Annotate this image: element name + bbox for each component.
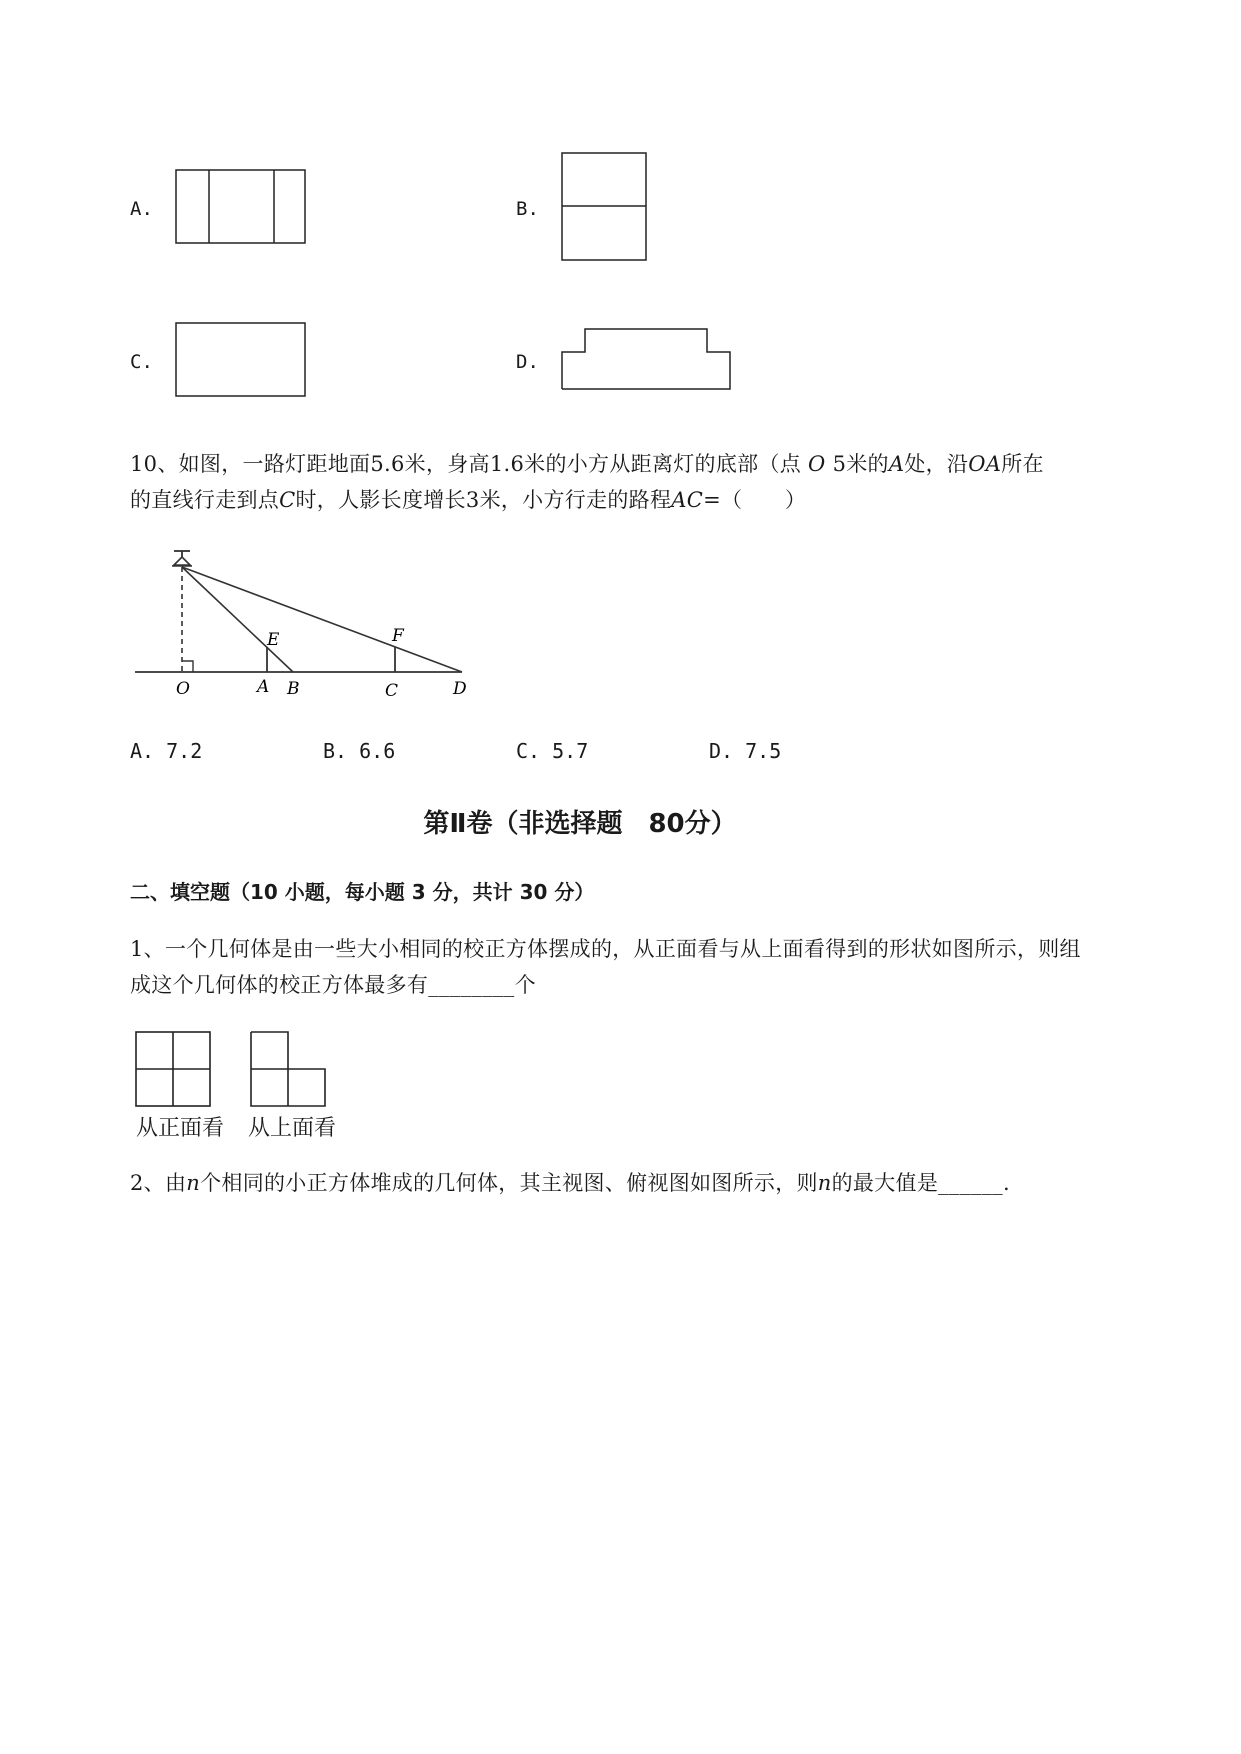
caption-top-view: 从上面看 — [248, 1116, 337, 1141]
option-c-label: C. — [130, 351, 153, 373]
section-2-title: 二、填空题（10 小题，每小题 3 分，共计 30 分） — [130, 880, 595, 904]
option-a-label: A. — [130, 198, 153, 220]
part-2-title: 第Ⅱ卷（非选择题 80分） — [423, 809, 737, 839]
label-o: O — [176, 679, 190, 699]
fill-1-line1: 1、一个几何体是由一些大小相同的校正方体摆成的，从正面看与从上面看得到的形状如图所示，则组 — [130, 937, 1081, 961]
fill-1-line2: 成这个几何体的校正方体最多有________个 — [130, 973, 536, 997]
q10-option-d: D. 7.5 — [709, 739, 782, 763]
label-d: D — [453, 679, 467, 699]
lamp-shade — [174, 557, 190, 565]
top-view-figure — [250, 1031, 328, 1109]
ray-to-b — [182, 567, 293, 672]
front-view-figure — [135, 1031, 213, 1109]
streetlight-figure — [130, 545, 480, 705]
option-b-figure — [561, 152, 647, 262]
option-d-label: D. — [516, 351, 539, 373]
q10-option-a: A. 7.2 — [130, 739, 203, 763]
fill-2-line: 2、由n个相同的小正方体堆成的几何体，其主视图、俯视图如图所示，则n的最大值是______. — [130, 1171, 1010, 1195]
label-b: B — [287, 679, 300, 699]
answer-blank[interactable]: ________ — [428, 973, 515, 997]
label-a: A — [257, 677, 270, 697]
label-f: F — [392, 626, 404, 646]
q10-option-c: C. 5.7 — [516, 739, 589, 763]
ray-to-d — [182, 567, 462, 672]
label-e: E — [267, 630, 280, 650]
option-b-label: B. — [516, 198, 539, 220]
option-c-figure — [175, 322, 306, 398]
option-d-figure — [561, 328, 732, 391]
label-c: C — [385, 681, 399, 701]
answer-blank-2[interactable]: ______ — [938, 1171, 1003, 1195]
question-10-line2: 的直线行走到点C时，人影长度增长3米，小方行走的路程AC=（ ） — [130, 488, 807, 512]
q10-option-b: B. 6.6 — [323, 739, 396, 763]
option-a-figure — [175, 169, 306, 245]
question-10-line1: 10、如图，一路灯距地面5.6米，身高1.6米的小方从距离灯的底部（点 O 5米的A处，沿OA所在 — [130, 452, 1044, 476]
caption-front-view: 从正面看 — [136, 1116, 225, 1141]
